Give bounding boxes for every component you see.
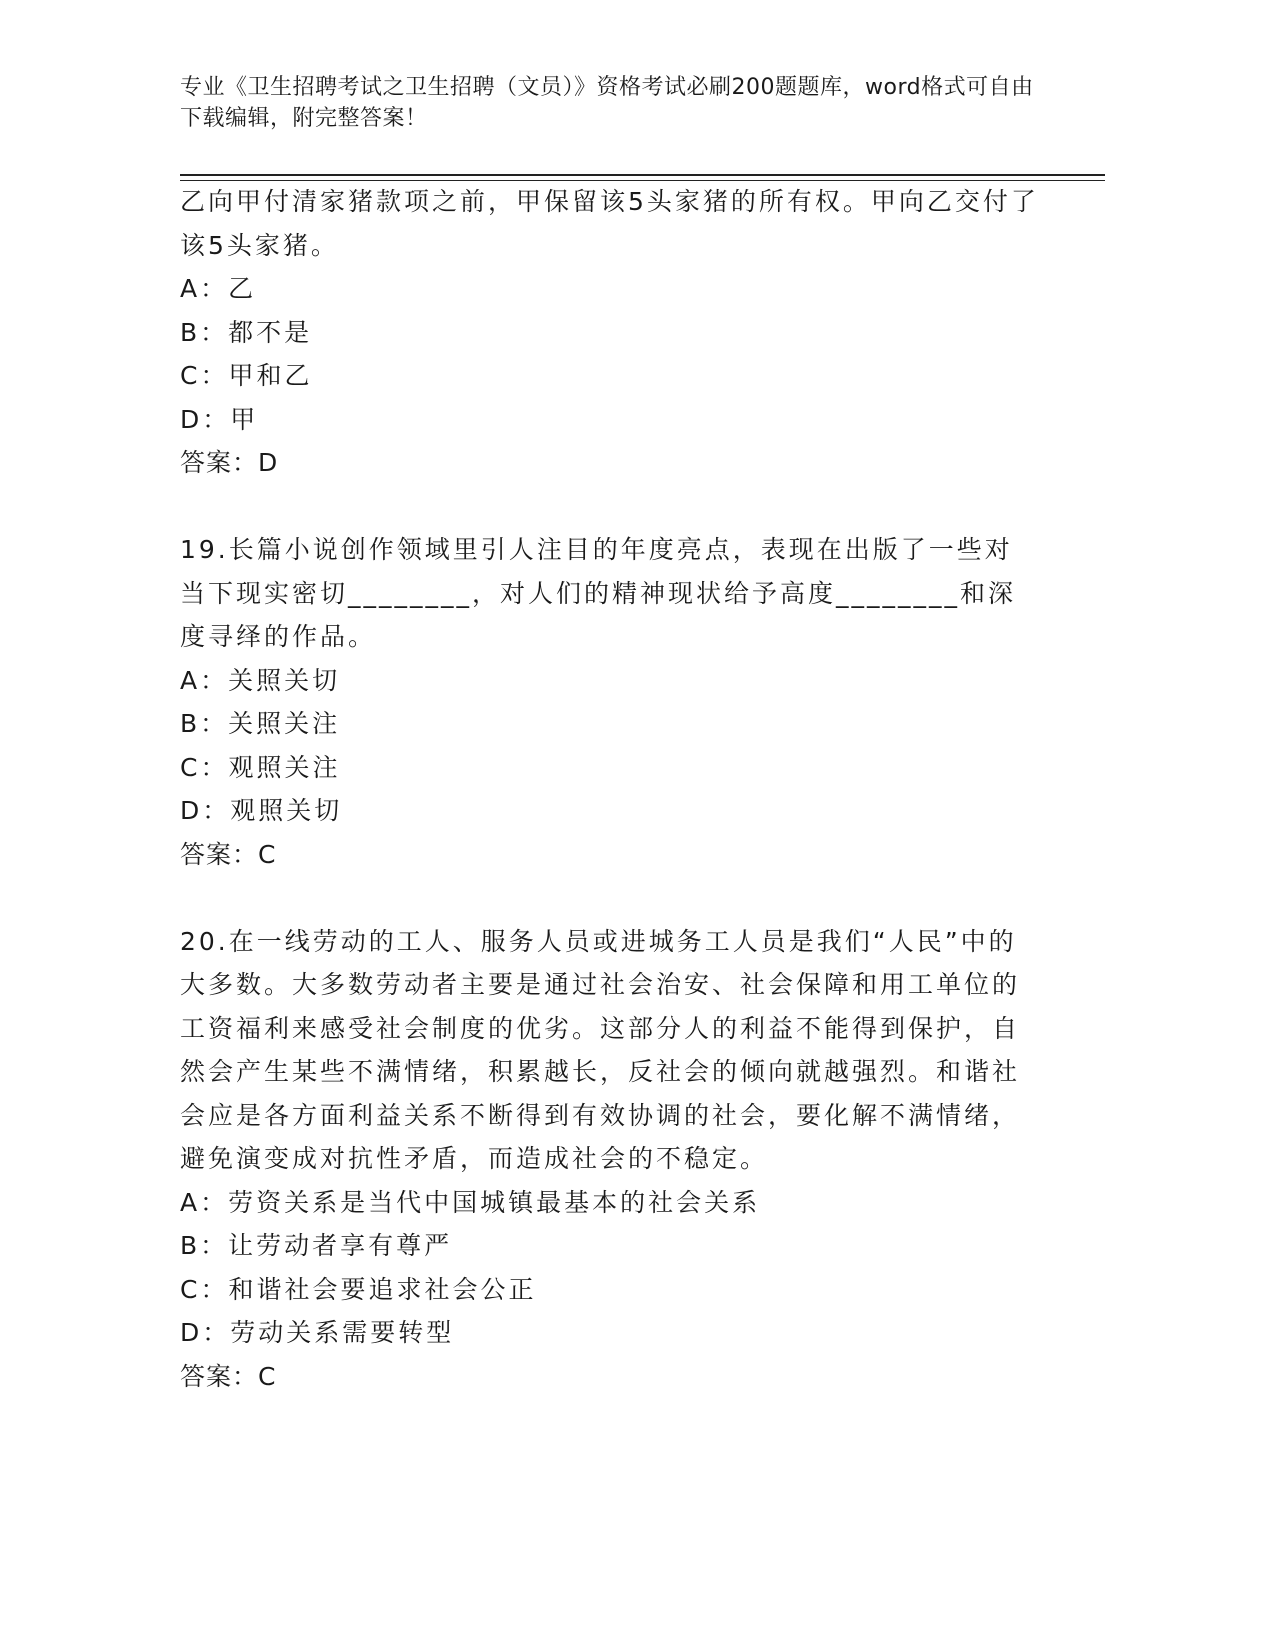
question-20-block [180, 920, 1040, 1399]
question-18-option-b: B：都不是 [180, 317, 313, 347]
header-rule-thick [180, 174, 1105, 176]
question-19-block [180, 528, 1040, 876]
document-body [180, 180, 1040, 1398]
question-18-stem: 乙向甲付清家猪款项之前，甲保留该5头家猪的所有权。甲向乙交付了该5头家猪。 [180, 187, 1039, 260]
question-18-option-d: D：甲 [180, 404, 259, 434]
question-18-option-c: C：甲和乙 [180, 361, 313, 390]
question-19-option-d: D：观照关切 [180, 796, 343, 825]
question-20-option-c: C：和谐社会要追求社会公正 [180, 1274, 537, 1304]
question-19-option-b: B：关照关注 [180, 709, 341, 738]
question-19-answer: 答案：C [180, 839, 277, 869]
question-19-stem: 19.长篇小说创作领域里引人注目的年度亮点，表现在出版了一些对当下现实密切________，对人们的精神现状给予高度________和深度寻绎的作品。 [180, 535, 1017, 651]
document-header: 专业《卫生招聘考试之卫生招聘（文员）》资格考试必刷200题题库，word格式可自由下载编辑，附完整答案！ [180, 75, 1034, 131]
question-20-stem: 20.在一线劳动的工人、服务人员或进城务工人员是我们“人民”中的大多数。大多数劳动者主要是通过社会治安、社会保障和用工单位的工资福利来感受社会制度的优劣。这部分人的利益不能得到保护，自然会产生某些不满情绪，积累越长，反社会的倾向就越强烈。和谐社会应是各方面利益关系不断得到有效协调的社会，要化解不满情绪，避免演变成对抗性矛盾，而造成社会的不稳定。 [180, 926, 1021, 1173]
question-19-option-c: C：观照关注 [180, 752, 341, 782]
question-18-answer: 答案：D [180, 448, 279, 477]
spacer [180, 485, 1040, 529]
question-19-option-a: A：关照关切 [180, 665, 341, 695]
question-18-block [180, 180, 1040, 485]
question-20-option-b: B：让劳动者享有尊严 [180, 1231, 453, 1260]
question-18-option-a: A：乙 [180, 274, 257, 303]
question-20-option-a: A：劳资关系是当代中国城镇最基本的社会关系 [180, 1187, 761, 1217]
question-20-answer: 答案：C [180, 1361, 277, 1391]
spacer [180, 876, 1040, 920]
question-20-option-d: D：劳动关系需要转型 [180, 1318, 455, 1347]
